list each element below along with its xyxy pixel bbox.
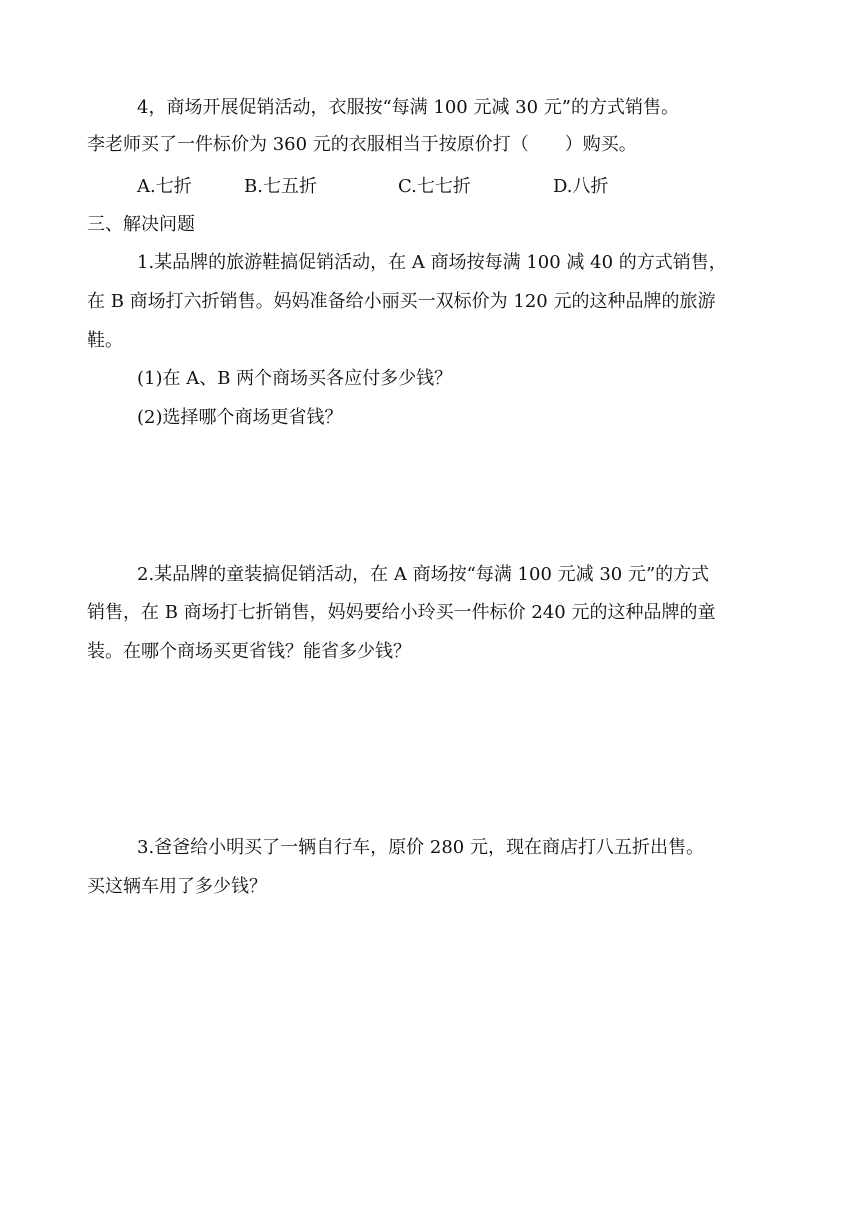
q4-line-2: 李老师买了一件标价为 360 元的衣服相当于按原价打（ ）购买。 [87, 134, 637, 155]
q4-option-d: D.八折 [553, 176, 609, 197]
problem-1-line-3: 鞋。 [87, 330, 123, 351]
problem-2-line-3: 装。在哪个商场买更省钱？能省多少钱？ [87, 641, 411, 662]
problem-1-line-2: 在 B 商场打六折销售。妈妈准备给小丽买一双标价为 120 元的这种品牌的旅游 [87, 291, 716, 312]
q4-option-c: C.七七折 [398, 176, 471, 197]
problem-3-line-2: 买这辆车用了多少钱？ [87, 876, 267, 897]
problem-3-line-1: 3.爸爸给小明买了一辆自行车，原价 280 元，现在商店打八五折出售。 [137, 837, 704, 858]
problem-1-sub-2: (2)选择哪个商场更省钱？ [137, 407, 343, 428]
q4-line-1: 4，商场开展促销活动，衣服按“每满 100 元减 30 元”的方式销售。 [137, 97, 680, 118]
problem-1-sub-1: (1)在 A、B 两个商场买各应付多少钱？ [137, 368, 453, 389]
q4-option-a: A.七折 [137, 176, 192, 197]
problem-1-line-1: 1.某品牌的旅游鞋搞促销活动，在 A 商场按每满 100 减 40 的方式销售， [137, 252, 727, 273]
problem-2-line-2: 销售，在 B 商场打七折销售，妈妈要给小玲买一件标价 240 元的这种品牌的童 [87, 602, 716, 623]
section-title: 三、解决问题 [87, 214, 195, 235]
problem-2-line-1: 2.某品牌的童装搞促销活动，在 A 商场按“每满 100 元减 30 元”的方式 [137, 564, 710, 585]
q4-option-b: B.七五折 [244, 176, 317, 197]
